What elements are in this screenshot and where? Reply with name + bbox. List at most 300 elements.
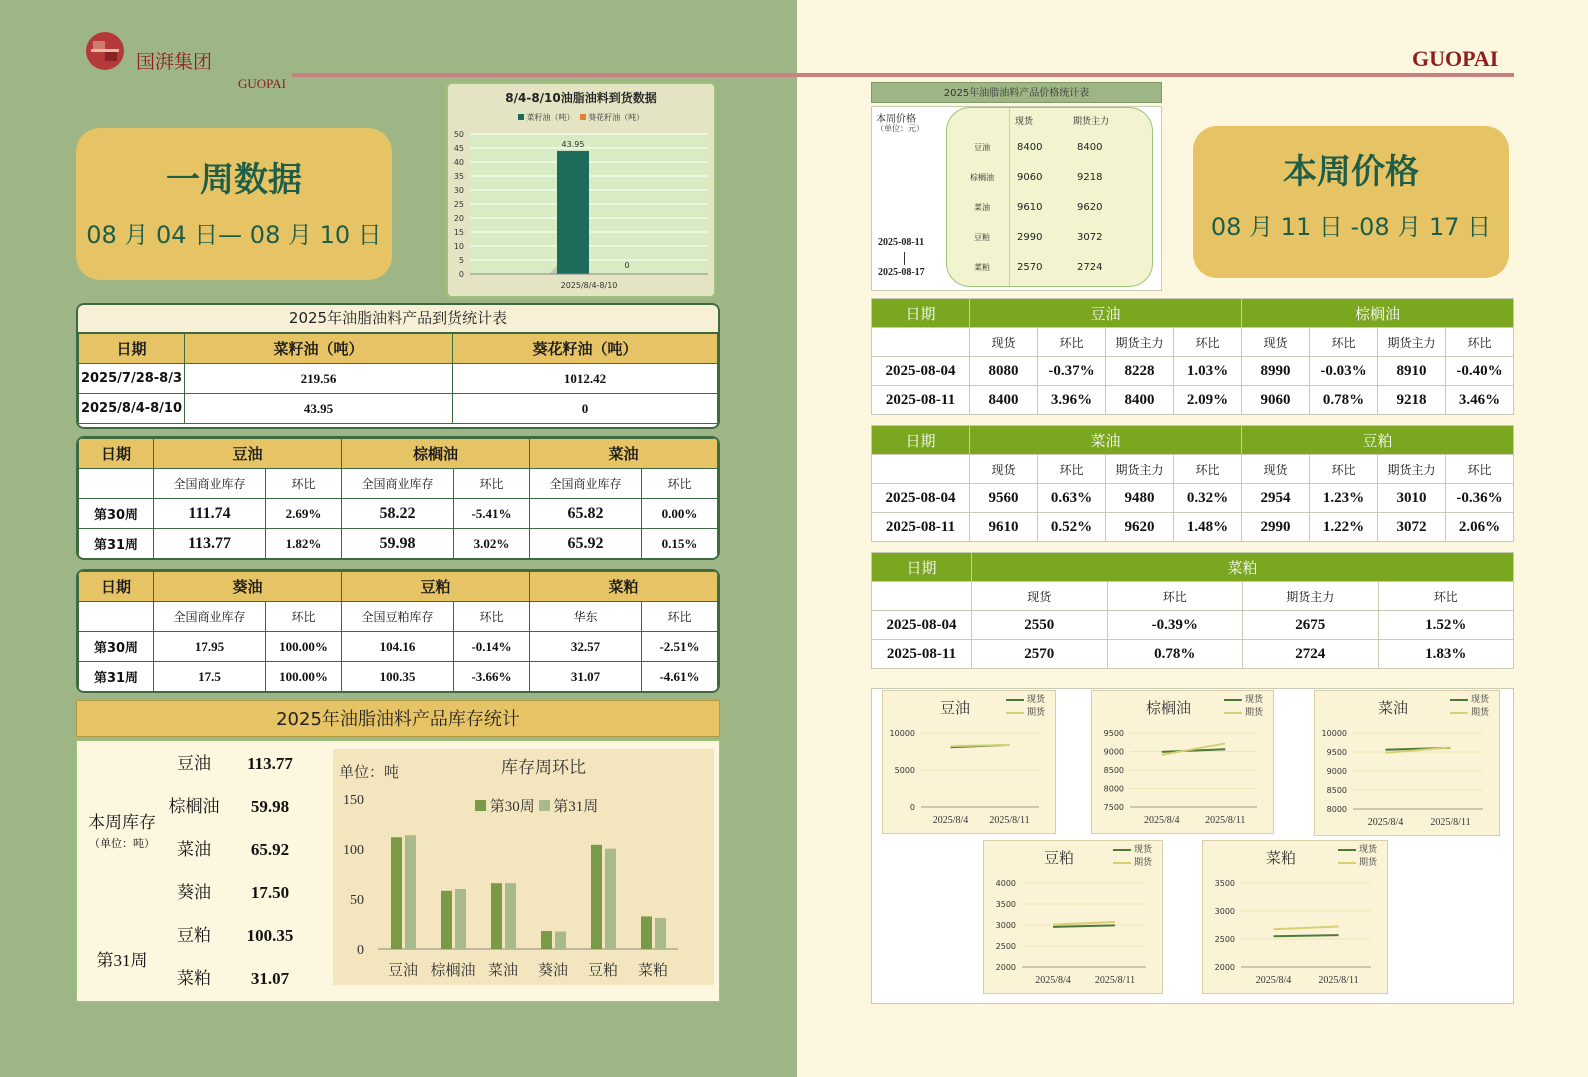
table-cell: 65.82 [530,499,642,529]
y-tick-label: 30 [453,186,464,195]
table-cell: 100.35 [342,662,454,692]
price-summary-col: 现货 [1015,117,1034,127]
bar [391,837,402,949]
table-cell: 59.98 [342,529,454,559]
table-cell: -0.36% [1446,484,1514,513]
inventory-chart-title: 库存周环比 [501,758,586,777]
bar [655,918,666,949]
arrival-header-rapeseed: 菜籽油（吨） [185,334,453,364]
table-row [872,386,1514,415]
x-tick-label: 棕榈油 [430,963,476,979]
table-cell: 2025-08-04 [872,611,972,640]
table-subheader: 环比 [1107,582,1243,611]
y-tick-label: 10000 [1321,729,1347,738]
bar [491,883,502,949]
y-tick-label: 8500 [1326,786,1347,795]
mini-chart-plot [1315,691,1501,837]
stock1-header-rapeseed-oil: 菜油 [530,439,718,469]
inventory-item-name: 棕榈油 [168,797,220,816]
y-tick-label: 7500 [1103,803,1124,812]
table-subheader: 现货 [970,455,1038,484]
table-cell: 1.22% [1310,513,1378,542]
table-cell: 2025-08-04 [872,484,970,513]
price-header-group: 豆油 [970,299,1242,328]
table-subheader: 环比 [1038,455,1106,484]
week-data-card [76,128,392,280]
y-tick-label: 150 [343,793,364,808]
table-cell: 111.74 [154,499,266,529]
mini-chart-plot [883,691,1057,835]
table-subheader: 环比 [266,469,342,499]
table-cell [79,602,154,632]
x-tick-label: 2025/8/4 [1143,815,1180,826]
inventory-row [163,871,313,914]
table-subheader: 现货 [1242,455,1310,484]
table-cell: -5.41% [454,499,530,529]
brand-name-en: GUOPAI [238,76,286,91]
bar [441,891,452,949]
inventory-item-value: 100.35 [246,926,294,945]
table-cell: 9218 [1378,386,1446,415]
table-cell: 0 [453,394,718,424]
header-rule [292,73,1514,77]
table-subheader: 期货主力 [1378,328,1446,357]
y-tick-label: 20 [453,214,464,223]
price-summary-row [947,142,1152,162]
price-summary-cell: 豆粕 [974,233,990,242]
table-row [872,611,1514,640]
brand-name-cn: 国湃集团 [136,52,213,73]
price-table [871,552,1514,669]
table-cell: -3.66% [454,662,530,692]
table-cell: -0.14% [454,632,530,662]
table-cell: 2724 [1243,640,1379,669]
table-cell: 8080 [970,357,1038,386]
table-cell: 1.83% [1378,640,1514,669]
table-subheader: 环比 [1446,455,1514,484]
stock2-header-date: 日期 [79,572,154,602]
y-tick-label: 45 [453,144,464,153]
week-price-dates: 08 月 11 日 -08 月 17 日 [1210,213,1492,241]
arrival-header-date: 日期 [79,334,185,364]
mini-chart-title: 棕榈油 [1145,701,1191,717]
y-tick-label: 10 [453,242,464,251]
table-cell [872,582,972,611]
table-subheader: 全国商业库存 [154,469,266,499]
price-summary-date-to: 2025-08-17 [878,267,925,278]
table-cell: 2990 [1242,513,1310,542]
price-summary-date-from: 2025-08-11 [878,237,925,248]
table-cell: -0.03% [1310,357,1378,386]
table-row [79,364,718,394]
table-cell: 3.02% [454,529,530,559]
y-tick-label: 35 [453,172,464,181]
bar [591,845,602,949]
x-tick-label: 2025/8/11 [1094,975,1136,986]
price-summary-cell: 8400 [1077,142,1103,153]
table-cell: 2.09% [1174,386,1242,415]
legend-week-30: 第30周 [489,799,535,815]
stock2-header-soymeal: 豆粕 [342,572,530,602]
table-subheader: 现货 [972,582,1108,611]
inventory-chart-plot [333,749,714,985]
divider [1009,108,1010,286]
week-price-card [1193,126,1509,278]
y-tick-label: 8500 [1103,766,1124,775]
inventory-label-week [84,808,160,851]
table-row [872,640,1514,669]
legend-spot: 现货 [1244,695,1263,705]
price-header-group: 菜粕 [972,553,1514,582]
inventory-row [163,785,313,828]
table-cell [872,328,970,357]
table-cell: -0.39% [1107,611,1243,640]
price-summary-row [947,232,1152,252]
x-tick-label: 2025/8/4 [1255,975,1292,986]
x-tick-label: 2025/8/11 [1205,815,1246,826]
inventory-row [163,828,313,871]
table-cell: 1.52% [1378,611,1514,640]
inventory-item-value: 31.07 [250,969,290,988]
y-tick-label: 8000 [1326,805,1347,814]
y-tick-label: 2000 [1214,963,1235,972]
table-cell: 1.82% [266,529,342,559]
series-line [951,745,1010,746]
table-cell: 0.52% [1038,513,1106,542]
table-cell: 31.07 [530,662,642,692]
table-cell: 2025-08-11 [872,386,970,415]
table-cell: 0.15% [642,529,718,559]
table-cell: 43.95 [185,394,453,424]
price-summary-cell: 棕榈油 [970,173,994,182]
legend-spot: 现货 [1470,695,1489,705]
price-summary-cell: 2990 [1017,232,1043,243]
mini-line-chart [1091,690,1274,834]
inventory-title-bar: 2025年油脂油料产品库存统计 [76,700,720,737]
table-subheader: 期货主力 [1106,328,1174,357]
week-data-title: 一周数据 [166,160,302,200]
table-cell: 第30周 [79,632,154,662]
table-cell: 0.00% [642,499,718,529]
company-logo [83,31,127,71]
bar [405,835,416,949]
x-tick-label: 2025/8/4-8/10 [560,281,618,290]
bar [555,932,566,950]
price-header-group: 棕榈油 [1242,299,1514,328]
table-cell: 1.23% [1310,484,1378,513]
table-cell: 第30周 [79,499,154,529]
stock1-header-palm-oil: 棕榈油 [342,439,530,469]
table-cell: 9620 [1106,513,1174,542]
inventory-list [163,742,313,1000]
table-subheader: 环比 [1174,455,1242,484]
table-row [79,499,718,529]
table-row [79,394,718,424]
table-row [79,632,718,662]
table-cell: 32.57 [530,632,642,662]
table-cell: -0.37% [1038,357,1106,386]
legend-week-31: 第31周 [553,799,599,815]
table-cell: 3.46% [1446,386,1514,415]
price-summary-row [947,262,1152,282]
table-subheader: 期货主力 [1378,455,1446,484]
y-tick-label: 9000 [1103,747,1124,757]
legend-futures: 期货 [1358,858,1377,868]
table-cell: 100.00% [266,662,342,692]
price-summary-cell: 2570 [1017,262,1043,273]
table-cell: 113.77 [154,529,266,559]
y-tick-label: 40 [453,158,464,167]
table-cell: 219.56 [185,364,453,394]
inventory-item-name: 豆粕 [177,926,211,945]
table-cell: 第31周 [79,662,154,692]
stock2-header-rapeseed-meal: 菜粕 [530,572,718,602]
table-cell: 第31周 [79,529,154,559]
table-row [79,662,718,692]
table-cell: 0.78% [1310,386,1378,415]
y-tick-label: 5 [458,256,464,265]
x-tick-label: 豆粕 [587,963,619,979]
y-tick-label: 0 [357,943,364,958]
bar [605,849,616,949]
inventory-label: 本周库存 [88,813,156,832]
stock-table-meals [76,569,720,693]
inventory-label-31: 第31周 [96,951,148,970]
table-cell: 0.78% [1107,640,1243,669]
stock2-header-sunflower-oil: 葵油 [154,572,342,602]
table-cell: 9480 [1106,484,1174,513]
table-cell: 0.63% [1038,484,1106,513]
inventory-item-name: 葵油 [177,883,211,902]
legend-futures: 期货 [1244,708,1263,718]
table-cell: 8990 [1242,357,1310,386]
y-tick-label: 2500 [1214,935,1235,944]
table-cell: 2570 [972,640,1108,669]
table-subheader: 期货主力 [1243,582,1379,611]
date-separator [904,252,905,265]
price-summary-cell: 2724 [1077,262,1103,273]
table-subheader: 环比 [454,469,530,499]
table-subheader: 环比 [642,602,718,632]
price-summary-row [947,202,1152,222]
mini-chart-title: 豆油 [939,701,970,717]
legend-futures: 期货 [1026,708,1045,718]
series-line [1053,925,1115,927]
y-tick-label: 100 [343,843,364,858]
table-subheader: 环比 [1446,328,1514,357]
mini-chart-title: 豆粕 [1043,851,1074,867]
y-tick-label: 0 [909,803,915,812]
table-row [872,357,1514,386]
table-subheader: 环比 [266,602,342,632]
arrival-table [76,303,720,429]
table-cell: 2025/8/4-8/10 [79,394,185,424]
arrival-table-title: 2025年油脂油料产品到货统计表 [78,305,718,333]
inventory-item-value: 59.98 [250,797,290,816]
x-tick-label: 2025/8/11 [989,815,1030,826]
price-summary-cell: 8400 [1017,142,1043,153]
legend-futures: 期货 [1470,708,1489,718]
price-summary-cell: 9060 [1017,172,1043,183]
y-tick-label: 3000 [995,921,1016,930]
table-cell: 9610 [970,513,1038,542]
table-subheader: 环比 [1310,455,1378,484]
table-subheader: 环比 [1310,328,1378,357]
x-tick-label: 2025/8/11 [1430,817,1471,828]
price-summary-box [871,106,1162,291]
table-cell: 2550 [972,611,1108,640]
mini-chart-title: 菜粕 [1265,851,1296,867]
y-tick-label: 50 [453,130,464,139]
bar [541,931,552,949]
table-cell: 3.96% [1038,386,1106,415]
y-tick-label: 8000 [1103,784,1124,794]
table-cell: 2675 [1243,611,1379,640]
y-tick-label: 3000 [1214,907,1235,916]
inventory-item-name: 菜粕 [177,969,211,988]
inventory-chart-unit: 单位：吨 [339,765,400,781]
inventory-row [163,914,313,957]
table-cell: 3010 [1378,484,1446,513]
x-tick-label: 菜粕 [637,963,669,979]
price-summary-inner [946,107,1153,287]
table-subheader: 环比 [1174,328,1242,357]
table-cell: 100.00% [266,632,342,662]
y-tick-label: 0 [458,270,464,279]
inventory-item-name: 菜油 [177,840,211,859]
table-subheader: 全国豆粕库存 [342,602,454,632]
bar [641,916,652,949]
price-summary-cell: 菜粕 [974,263,990,272]
mini-line-chart [1202,840,1388,994]
inventory-row [163,957,313,1000]
price-summary-cell: 9610 [1017,202,1043,213]
y-tick-label: 25 [453,200,464,209]
inventory-chart [333,749,714,985]
table-subheader: 环比 [1378,582,1514,611]
table-cell: 1012.42 [453,364,718,394]
table-cell: 0.32% [1174,484,1242,513]
price-header-date: 日期 [872,299,970,328]
table-cell: 8400 [970,386,1038,415]
table-row [872,484,1514,513]
table-cell: 2954 [1242,484,1310,513]
table-cell: 17.5 [154,662,266,692]
y-tick-label: 3500 [1214,879,1235,888]
table-cell: 1.03% [1174,357,1242,386]
arrival-chart [446,82,716,298]
arrival-chart-legend [448,112,714,123]
y-tick-label: 50 [350,893,364,908]
legend-spot: 现货 [1026,695,1045,705]
stock-table-oils [76,436,720,560]
arrival-chart-plot [448,126,714,296]
table-cell: -4.61% [642,662,718,692]
table-cell: 2025-08-04 [872,357,970,386]
table-subheader: 环比 [454,602,530,632]
table-cell: 2.69% [266,499,342,529]
bar-rapeseed [557,151,589,274]
inventory-item-value: 65.92 [250,840,290,859]
price-summary-col: 期货主力 [1073,117,1110,127]
table-subheader: 现货 [970,328,1038,357]
week-data-dates: 08 月 04 日— 08 月 10 日 [86,221,382,249]
price-summary-cell: 菜油 [974,203,990,212]
x-tick-label: 豆油 [387,963,419,979]
x-tick-label: 2025/8/4 [1367,817,1404,828]
bar [455,889,466,949]
table-row [872,513,1514,542]
mini-chart-plot [984,841,1164,995]
legend-spot: 现货 [1133,845,1152,855]
price-summary-title: 2025年油脂油料产品价格统计表 [871,82,1162,103]
mini-chart-plot [1203,841,1389,995]
y-tick-label: 9000 [1326,767,1347,776]
y-tick-label: 15 [453,228,464,237]
data-label: 43.95 [561,139,585,149]
x-tick-label: 2025/8/4 [932,815,969,826]
table-subheader: 现货 [1242,328,1310,357]
table-subheader: 环比 [642,469,718,499]
table-subheader: 全国商业库存 [530,469,642,499]
x-tick-label: 2025/8/4 [1035,975,1071,986]
table-cell: 9060 [1242,386,1310,415]
price-summary-row [947,172,1152,192]
table-cell: 104.16 [342,632,454,662]
y-tick-label: 5000 [894,766,915,775]
legend-sunflower: 葵花籽油（吨） [588,113,645,122]
y-tick-label: 4000 [995,879,1016,888]
series-line [1053,922,1115,925]
table-cell: 2025/7/28-8/3 [79,364,185,394]
stock1-header-date: 日期 [79,439,154,469]
data-label: 0 [624,261,630,270]
table-cell: 2025-08-11 [872,640,972,669]
legend-futures: 期货 [1133,858,1152,868]
price-summary-unit: （单位：元） [876,124,924,133]
price-header-group: 豆粕 [1242,426,1514,455]
mini-line-chart [983,840,1163,994]
y-tick-label: 10000 [889,729,915,738]
y-tick-label: 3500 [995,900,1016,909]
table-cell: -0.40% [1446,357,1514,386]
x-tick-label: 菜油 [487,963,519,979]
table-cell: 8400 [1106,386,1174,415]
week-price-title: 本周价格 [1283,152,1419,192]
inventory-row [163,742,313,785]
price-header-group: 菜油 [970,426,1242,455]
price-table [871,298,1514,415]
mini-line-chart [882,690,1056,834]
x-tick-label: 2025/8/11 [1318,975,1359,986]
table-cell: 58.22 [342,499,454,529]
table-cell: 3072 [1378,513,1446,542]
y-tick-label: 9500 [1326,748,1347,757]
legend-rapeseed: 菜籽油（吨） [526,113,575,122]
arrival-chart-title: 8/4-8/10油脂油料到货数据 [505,91,657,105]
table-cell: 9560 [970,484,1038,513]
table-cell [79,469,154,499]
legend-spot: 现货 [1358,845,1377,855]
table-subheader: 全国商业库存 [342,469,454,499]
series-line [1274,926,1339,929]
mini-line-chart [1314,690,1500,836]
table-subheader: 期货主力 [1106,455,1174,484]
table-subheader: 华东 [530,602,642,632]
mini-chart-plot [1092,691,1275,835]
arrival-header-sunflower: 葵花籽油（吨） [453,334,718,364]
inventory-item-name: 豆油 [177,754,211,773]
